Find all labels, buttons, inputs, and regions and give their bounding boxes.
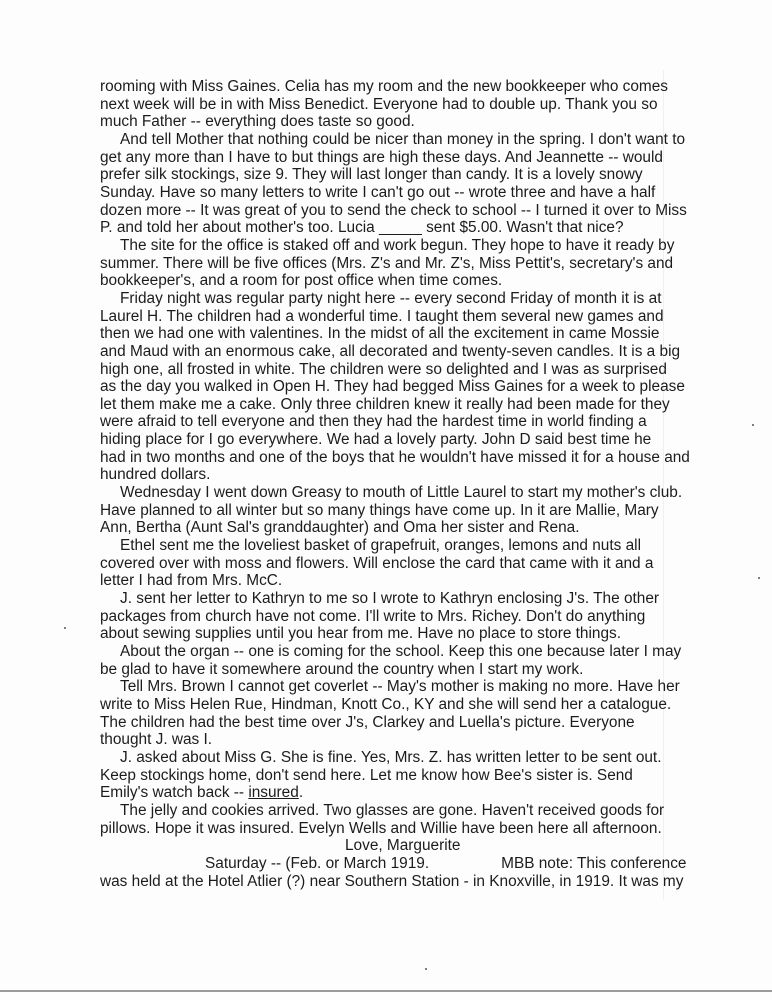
- text-line: let them make me a cake. Only three children knew it really had been made for they: [100, 395, 670, 413]
- page-bottom-edge: [0, 990, 772, 992]
- text-line: much Father -- everything does taste so good.: [100, 113, 415, 131]
- text-line: About the organ -- one is coming for the school. Keep this one because later I may: [120, 643, 682, 660]
- text-line: about sewing supplies until you hear from me. Have no place to store things.: [100, 625, 622, 643]
- text-line: prefer silk stockings, size 9. They will last longer than candy. It is a lovely snowy: [100, 166, 643, 184]
- text-line: Keep stockings home, don't send here. Let me know how Bee's sister is. Send: [100, 766, 633, 784]
- text-line: as the day you walked in Open H. They had begged Miss Gaines for a week to please: [100, 378, 685, 396]
- text-line: hiding place for I go everywhere. We had a lovely party. John D said best time he: [100, 431, 652, 449]
- text-line: Friday night was regular party night here -- every second Friday of month it is at: [120, 289, 662, 307]
- scan-speck: [752, 424, 754, 426]
- text-line: had in two months and one of the boys that he wouldn't have missed it for a house and: [100, 448, 690, 466]
- text-line: Tell Mrs. Brown I cannot get coverlet -- May's mother is making no more. Have her: [120, 678, 680, 696]
- text-line-emily: [100, 784, 740, 802]
- text-line: write to Miss Helen Rue, Hindman, Knott Co., KY and she will send her a catalogue.: [100, 695, 672, 713]
- letter-paragraphs: [100, 78, 740, 784]
- note-start: MBB note: This conference: [501, 854, 687, 872]
- text-line: and Maud with an enormous cake, all decorated and twenty-seven candles. It is a big: [100, 342, 681, 360]
- text-line: pillows. Hope it was insured. Evelyn Wells and Willie have been here all afternoon.: [100, 819, 662, 837]
- text-line: then we had one with valentines. In the midst of all the excitement in came Mossie: [100, 325, 660, 343]
- text-line: Ann, Bertha (Aunt Sal's granddaughter) and Oma her sister and Rena.: [100, 519, 580, 537]
- text-line: Ethel sent me the loveliest basket of grapefruit, oranges, lemons and nuts all: [120, 537, 642, 555]
- text-line: J. asked about Miss G. She is fine. Yes, Mrs. Z. has written letter to be sent out.: [120, 748, 662, 766]
- text-line: hundred dollars.: [100, 466, 211, 484]
- emily-period: .: [298, 784, 304, 802]
- scan-speck: [758, 577, 760, 579]
- scan-speck: [425, 968, 427, 970]
- text-line: Wednesday I went down Greasy to mouth of Little Laurel to start my mother's club.: [120, 484, 683, 502]
- text-line: bookkeeper's, and a room for post office when time comes.: [100, 272, 503, 290]
- text-line: covered over with moss and flowers. Will enclose the card that came with it and a: [100, 554, 654, 572]
- text-line: Laurel H. The children had a wonderful time. I taught them several new games and: [100, 307, 664, 325]
- text-line: be glad to have it somewhere around the country when I start my work.: [100, 660, 584, 678]
- text-line: Have planned to all winter but so many things have come up. In it are Mallie, Mary: [100, 501, 659, 519]
- emily-text: Emily's watch back --: [100, 784, 249, 802]
- text-line: The children had the best time over J's, Clarkey and Luella's picture. Everyone: [100, 713, 635, 731]
- text-line: next week will be in with Miss Benedict. Everyone had to double up. Thank you so: [100, 95, 658, 113]
- signature: Love, Marguerite: [345, 837, 461, 855]
- text-line: dozen more -- It was great of you to send the check to school -- I turned it over to Miss: [100, 201, 687, 219]
- closing-paragraph: [100, 802, 740, 837]
- text-line: get any more than I have to but things are high these days. And Jeannette -- would: [100, 148, 663, 166]
- note-continued: was held at the Hotel Atlier (?) near Southern Station - in Knoxville, in 1919. It was my: [100, 872, 684, 890]
- text-line: summer. There will be five offices (Mrs. Z's and Mr. Z's, Miss Pettit's, secretary's and: [100, 254, 674, 272]
- text-line: The jelly and cookies arrived. Two glasses are gone. Haven't received goods for: [120, 801, 665, 819]
- text-line: rooming with Miss Gaines. Celia has my room and the new bookkeeper who comes: [100, 78, 669, 95]
- text-line: P. and told her about mother's too. Lucia _____ sent $5.00. Wasn't that nice?: [100, 219, 624, 237]
- text-line: thought J. was I.: [100, 731, 213, 749]
- text-line: were afraid to tell everyone and then they had the hardest time in world finding a: [100, 413, 647, 431]
- date-line: Saturday -- (Feb. or March 1919.: [205, 854, 430, 872]
- scan-speck: [64, 627, 66, 629]
- underlined-word: insured: [248, 784, 299, 802]
- text-line: J. sent her letter to Kathryn to me so I wrote to Kathryn enclosing J's. The other: [120, 590, 660, 608]
- text-line: The site for the office is staked off and work begun. They hope to have it ready by: [120, 236, 675, 254]
- text-line: Sunday. Have so many letters to write I can't go out -- wrote three and have a half: [100, 183, 656, 201]
- text-line: And tell Mother that nothing could be nicer than money in the spring. I don't want to: [120, 130, 686, 148]
- date-line-row: [100, 855, 740, 873]
- text-line: packages from church have not come. I'll write to Mrs. Richey. Don't do anything: [100, 607, 646, 625]
- text-line: letter I had from Mrs. McC.: [100, 572, 283, 590]
- letter-body: [100, 78, 740, 890]
- text-line: high one, all frosted in white. The children were so delighted and I was as surprised: [100, 360, 667, 378]
